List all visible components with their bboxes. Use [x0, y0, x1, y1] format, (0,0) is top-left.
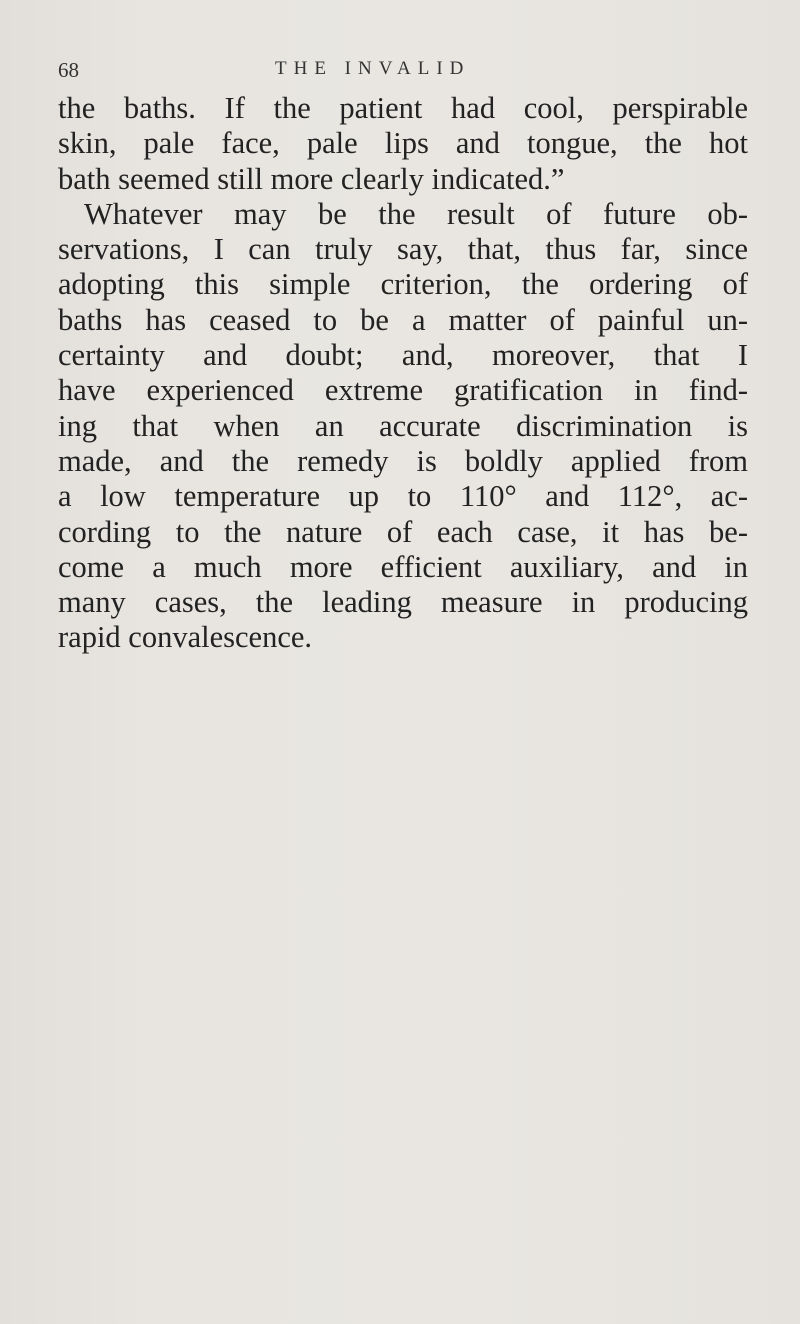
- text-line: rapid convalescence.: [58, 620, 313, 655]
- text-line: a low temperature up to 110° and 112°, ac-: [58, 479, 748, 514]
- text-line: skin, pale face, pale lips and tongue, the hot: [58, 126, 748, 161]
- text-line: cording to the nature of each case, it has be-: [58, 514, 748, 549]
- page-number: 68: [58, 58, 79, 82]
- text-line: adopting this simple criterion, the ordering of: [58, 267, 748, 302]
- text-line: baths has ceased to be a matter of painful un-: [58, 302, 748, 337]
- text-line: come a much more efficient auxiliary, and in: [58, 549, 748, 584]
- text-line: bath seemed still more clearly indicated.”: [58, 161, 565, 196]
- text-line: ing that when an accurate discrimination is: [58, 408, 748, 443]
- text-line: many cases, the leading measure in producing: [58, 585, 748, 620]
- running-title: THE INVALID: [275, 58, 471, 79]
- text-line: have experienced extreme gratification in find-: [58, 373, 748, 408]
- text-line: made, and the remedy is boldly applied from: [58, 443, 748, 478]
- text-line: servations, I can truly say, that, thus far, since: [58, 232, 748, 267]
- text-line: the baths. If the patient had cool, perspirable: [58, 91, 748, 125]
- text-line: certainty and doubt; and, moreover, that I: [58, 338, 748, 373]
- running-head: [58, 58, 758, 88]
- text-line: Whatever may be the result of future ob-: [84, 196, 748, 231]
- body-text: [58, 91, 748, 656]
